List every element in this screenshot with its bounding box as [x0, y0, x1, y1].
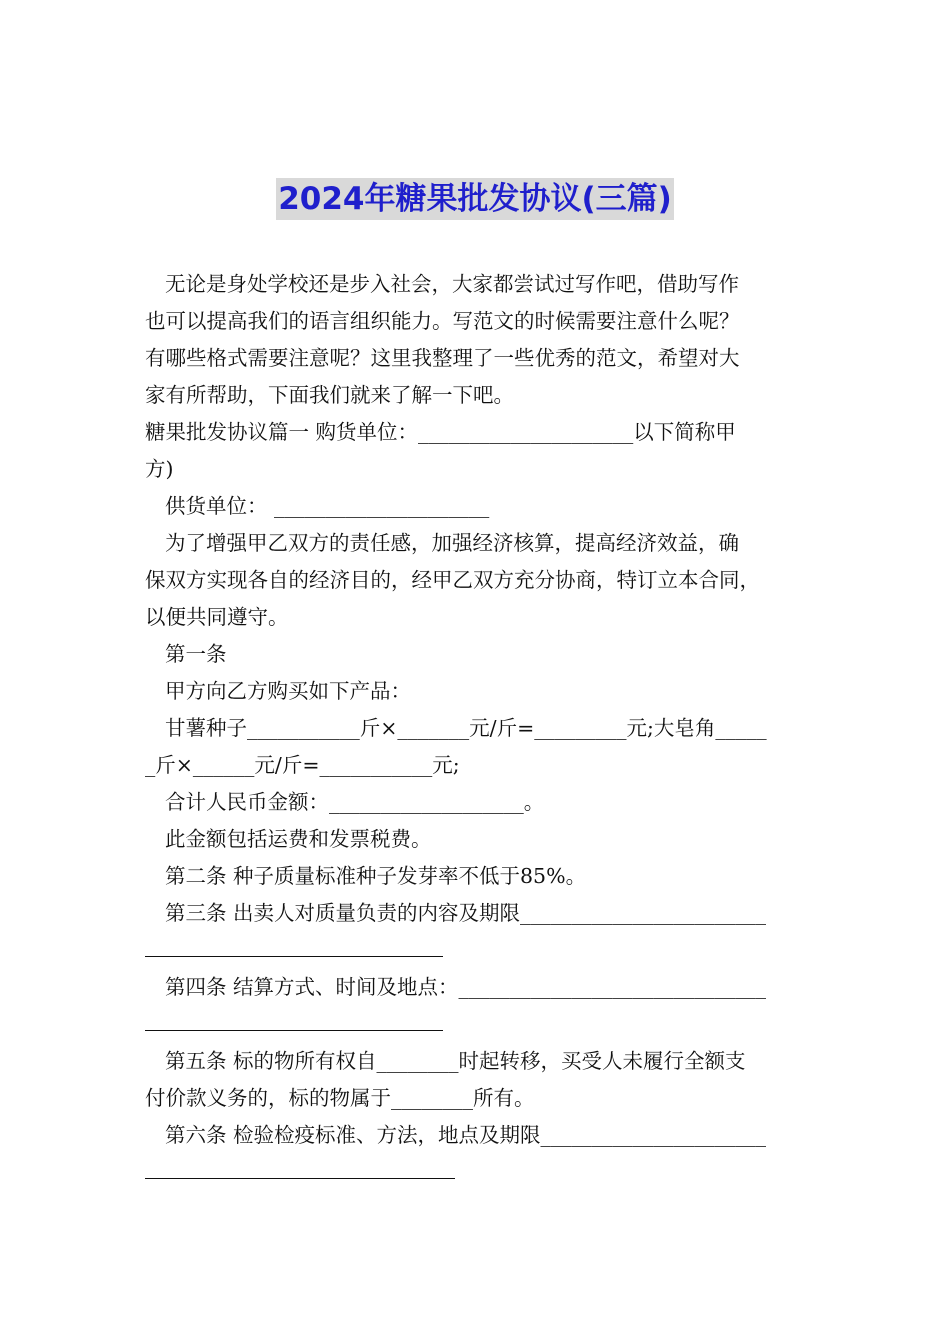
article-1-intro: 甲方向乙方购买如下产品： [165, 679, 411, 703]
article-4-blank [145, 1006, 815, 1043]
supplier-line: 供货单位： _____________________ [165, 494, 490, 518]
buyer-blank: _____________________ [418, 420, 634, 444]
buyer-suffix: 以下简称甲 [633, 420, 736, 444]
intro-line: 也可以提高我们的语言组织能力。写范文的时候需要注意什么呢？ [145, 309, 740, 333]
article-3: 第三条 出卖人对质量负责的内容及期限________________________ [165, 901, 767, 925]
article-6: 第六条 检验检疫标准、方法，地点及期限______________________ [165, 1123, 767, 1147]
article-5-cont: 付价款义务的，标的物属于________所有。 [145, 1086, 535, 1110]
article-1-title: 第一条 [165, 642, 227, 666]
document-body [145, 266, 815, 1191]
article-4: 第四条 结算方式、时间及地点：______________________________ [165, 975, 767, 999]
purpose-line: 为了增强甲乙双方的责任感，加强经济核算，提高经济效益，确 [165, 531, 739, 555]
intro-line: 家有所帮助，下面我们就来了解一下吧。 [145, 383, 514, 407]
document-title: 2024年糖果批发协议(三篇) [276, 178, 674, 220]
total-note: 此金额包括运费和发票税费。 [165, 827, 432, 851]
article-6-blank [145, 1154, 815, 1191]
blank-rule [145, 934, 443, 957]
product-line: _斤×______元/斤=___________元; [145, 753, 460, 777]
article-3-blank [145, 932, 815, 969]
purpose-line: 以便共同遵守。 [145, 605, 289, 629]
blank-rule [145, 1008, 443, 1031]
product-line: 甘薯种子___________斤×_______元/斤=_________元;大皂角_____ [165, 716, 767, 740]
blank-rule [145, 1156, 455, 1179]
article-5: 第五条 标的物所有权自________时起转移，买受人未履行全额支 [165, 1049, 746, 1073]
article-2: 第二条 种子质量标准种子发芽率不低于85%。 [165, 864, 587, 888]
intro-line: 有哪些格式需要注意呢？这里我整理了一些优秀的范文，希望对大 [145, 346, 740, 370]
purpose-line: 保双方实现各自的经济目的，经甲乙双方充分协商，特订立本合同， [145, 568, 760, 592]
buyer-line [145, 414, 815, 451]
intro-line: 无论是身处学校还是步入社会，大家都尝试过写作吧，借助写作 [165, 272, 739, 296]
buyer-line-cont: 方) [145, 457, 174, 481]
buyer-prefix: 糖果批发协议篇一 购货单位： [145, 420, 419, 444]
total-line: 合计人民币金额：___________________。 [165, 790, 545, 814]
title-wrap [0, 178, 950, 220]
